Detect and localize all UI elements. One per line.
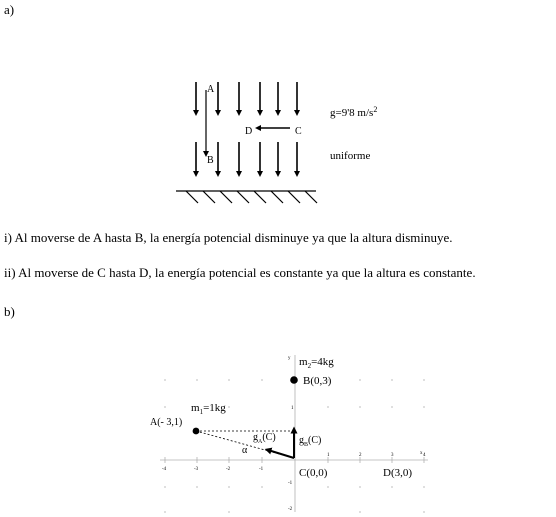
point-b-label: B <box>207 155 214 166</box>
gb-main: g <box>299 435 304 446</box>
gb-rest: (C) <box>308 435 322 446</box>
point-c-coord: C(0,0) <box>299 467 328 479</box>
part-b-label: b) <box>4 304 15 319</box>
tick-x-1: 1 <box>327 453 330 458</box>
gb-sub: B <box>304 442 309 448</box>
tick-x-4: 4 <box>423 453 426 458</box>
ga-label <box>253 432 276 445</box>
m2-main: m <box>299 356 308 368</box>
m2-sub: 2 <box>307 362 312 370</box>
uniform-label: uniforme <box>330 150 371 162</box>
point-d-coord: D(3,0) <box>383 467 413 479</box>
point-c-label: C <box>295 126 302 137</box>
tick-y-neg2: -2 <box>288 507 293 512</box>
tick-y-1: 1 <box>291 406 294 411</box>
gb-label <box>299 435 321 448</box>
m2-rest: =4kg <box>311 356 334 368</box>
point-a-label: A <box>207 84 215 95</box>
tick-x-neg4: -4 <box>162 467 167 472</box>
point-a-coord: A(- 3,1) <box>150 417 183 428</box>
ga-rest: (C) <box>262 432 276 443</box>
gravity-exponent: 2 <box>373 105 378 114</box>
tick-x-neg1: -1 <box>259 467 264 472</box>
part-a-label: a) <box>4 2 15 17</box>
ga-sub: A <box>258 439 263 445</box>
m2-label <box>299 356 334 370</box>
tick-x-neg3: -3 <box>194 467 199 472</box>
ga-main: g <box>253 432 258 443</box>
tick-x-neg2: -2 <box>226 467 231 472</box>
gravity-main: g=9'8 m/s <box>330 107 374 119</box>
statement-i: i) Al moverse de A hasta B, la energía potencial disminuye ya que la altura disminuye. <box>4 230 453 245</box>
point-d-label: D <box>245 126 253 137</box>
point-b-coord: B(0,3) <box>303 375 332 387</box>
m1-main: m <box>191 402 200 414</box>
m1-label <box>191 402 226 416</box>
tick-x-3: 3 <box>391 453 394 458</box>
y-axis-name: y <box>288 356 291 361</box>
m1-sub: 1 <box>199 408 204 416</box>
tick-x-2: 2 <box>359 453 362 458</box>
alpha-label: α <box>242 445 248 456</box>
x-axis-name: x <box>420 451 423 456</box>
statement-ii: ii) Al moverse de C hasta D, la energía potencial es constante ya que la altura es constante. <box>4 265 476 280</box>
point-b-dot <box>290 376 298 384</box>
vector-ga <box>268 450 294 458</box>
tick-y-neg1: -1 <box>288 481 293 486</box>
m1-rest: =1kg <box>203 402 226 414</box>
